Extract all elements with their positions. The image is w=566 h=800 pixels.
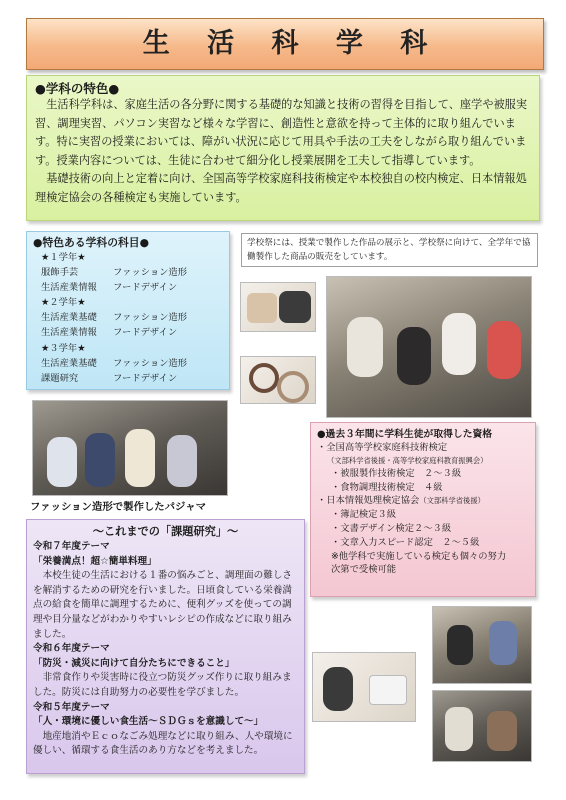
research-description: 地産地消やＥｃｏなごみ処理などに取り組み、人や環境に優しい、循環する食生活のあり方などを考えました。 (33, 730, 293, 757)
research-section (26, 519, 305, 774)
features-paragraph: 生活科学科は、家庭生活の各分野に関する基礎的な知識と技術の習得を目指して、座学や被服実習、調理実習、パソコン実習など様々な学習に、創造性と意欲を持って主体的に取り組んでいます。特に実習の授業においては、障がい状況に応じて用具や手法の工夫をしながら取り組んでいます。授業内容については、生徒に合わせて細分化し授業展開を工夫して指導しています。 (35, 98, 528, 167)
subject-name: フードデザイン (113, 327, 178, 339)
subject-row (33, 265, 223, 280)
subject-name: ファッション造形 (113, 312, 188, 324)
qualification-item: ・文章入力スピード認定 ２～５級 (331, 536, 480, 548)
subject-row (33, 280, 223, 295)
subject-name: ファッション造形 (113, 357, 188, 369)
grade-label: ★２学年★ (41, 297, 86, 309)
photo-cooking-class (432, 606, 532, 684)
subject-name: ファッション造形 (113, 267, 188, 279)
features-section (26, 75, 540, 221)
qualifications-section (310, 422, 536, 597)
photo-kitchen-lesson (432, 690, 532, 762)
qualification-item: ・文書デザイン検定２～３級 (331, 522, 452, 534)
subject-name: 課題研究 (41, 372, 79, 384)
photo-class-group (326, 276, 532, 418)
qualification-item: ・簿記検定３級 (331, 509, 397, 521)
subject-name: フードデザイン (113, 372, 178, 384)
subject-name: 生活産業基礎 (41, 312, 97, 324)
subject-row (33, 310, 223, 325)
title-banner (26, 18, 544, 70)
qualification-org: ・全国高等学校家庭科技術検定 (317, 442, 448, 453)
subject-name: フードデザイン (113, 282, 178, 294)
research-heading: ～これまでの「課題研究」～ (92, 525, 239, 538)
qualification-note: 次第で受検可能 (331, 564, 397, 576)
research-year: 令和７年度テーマ (33, 541, 110, 552)
photo-pouches (240, 282, 316, 332)
subject-row (33, 325, 223, 340)
qualification-item: ・食物調理技術検定 ４級 (331, 481, 443, 493)
grade-label: ★３学年★ (41, 342, 86, 354)
qualification-org-note: （文部科学省後援・高等学校家庭科教育振興会） (327, 455, 488, 465)
research-theme: 「防災・減災に向けて自分たちにできること」 (33, 657, 235, 669)
qualification-note: ※他学科で実施している検定も個々の努力 (331, 550, 507, 562)
research-description: 本校生徒の生活における１番の悩みごと、調理面の難しさを解消するための研究を行いました。日頃食している栄養満点の給食を簡単に調理するために、便利グッズを使っての調理や目分量などがわかりやすいレシピの作成などに取り組みました。 (33, 570, 293, 640)
features-paragraph: 基礎技術の向上と定着に向け、全国高等学校家庭科技術検定や本校独自の校内検定、日本情報処理検定協会の各種検定も実施しています。 (35, 172, 527, 204)
qualification-org-note: （文部科学省後援） (419, 496, 485, 506)
qualifications-heading: ●過去３年間に学科生徒が取得した資格 (317, 429, 493, 440)
grade-label: ★１学年★ (41, 252, 86, 263)
subject-name: 生活産業情報 (41, 327, 97, 339)
subject-row (33, 371, 223, 386)
research-year: 令和５年度テーマ (33, 701, 110, 713)
subjects-section (26, 231, 230, 390)
qualification-item: ・被服製作技術検定 ２～３級 (331, 467, 462, 479)
subjects-heading: ●特色ある学科の科目● (33, 236, 150, 249)
photo-pajamas (32, 400, 228, 496)
features-heading: ●学科の特色● (35, 81, 120, 96)
subject-name: 生活産業情報 (41, 282, 97, 294)
page-title: 生 活 科 学 科 (142, 28, 442, 59)
research-theme: 「栄養満点！超☆簡単料理」 (33, 555, 157, 567)
qualification-org: ・日本情報処理検定協会（文部科学省後援） (317, 495, 485, 507)
research-theme: 「人・環境に優しい食生活～ＳＤＧｓを意識して～」 (33, 716, 264, 728)
photo-bracelets (240, 356, 316, 404)
subject-name: 服飾手芸 (41, 267, 79, 279)
subject-row (33, 356, 223, 371)
pajama-caption: ファッション造形で製作したパジャマ (30, 501, 207, 513)
research-description: 非常食作りや災害時に役立つ防災グッズ作りに取り組みました。防災には自助努力の必要性を学びました。 (33, 672, 292, 698)
research-year: 令和６年度テーマ (33, 643, 110, 655)
photo-sewing-class (312, 652, 416, 722)
subject-name: 生活産業基礎 (41, 357, 97, 369)
festival-note: 学校祭には、授業で製作した作品の展示と、学校祭に向けて、全学年で協働製作した商品の販売をしています。 (241, 233, 538, 267)
